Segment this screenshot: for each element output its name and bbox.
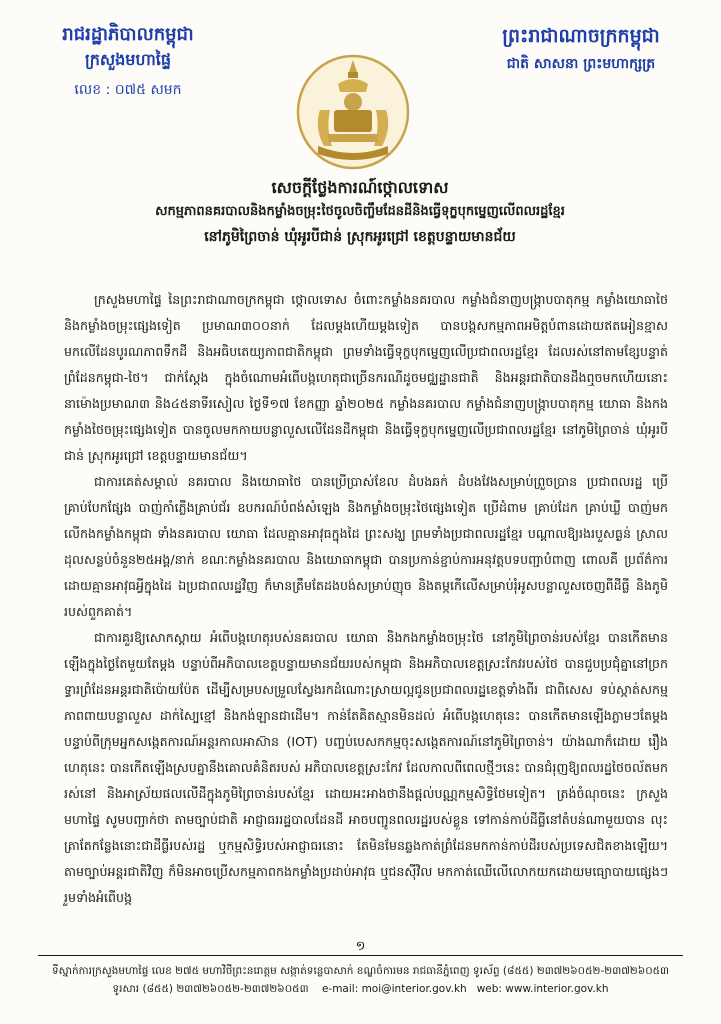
page-number: ១ <box>355 939 366 954</box>
footer-fax: ទូរសារ (៨៥៥) ២៣៧២៦០៥២-២៣៧២៦០៥៣ <box>112 983 309 995</box>
document-location: នៅភូមិព្រៃចាន់ ឃុំអូរបីជាន់ ស្រុកអូរជ្រៅ ខេត្តបន្ទាយមានជ័យ <box>204 229 516 245</box>
royal-emblem-icon <box>294 50 412 170</box>
paragraph: ជាការគួរឱ្យសោកស្តាយ អំពើបង្កហេតុរបស់នគរបាល យោធា និងកងកម្លាំងចម្រុះថៃ នៅភូមិព្រៃចាន់របស់ខ្មែរ បានកើតមានឡើងក្នុងថ្ងៃតែមួយតែម្តង បន្ទាប់ពីអភិបាលខេត្តបន្ទាយមានជ័យរបស់កម្ពុជា និងអភិបាលខេត្តស្រះកែវរបស់ថៃ បានជួបប្រជុំគ្នានៅច្រកទ្វារព្រំដែនអន្តរជាតិប៉ោយប៉ែត ដើម្បីសម្របសម្រួលស្វែងរកដំណោះស្រាយល្អជូនប្រជាពលរដ្ឋខេត្តទាំងពីរ ជាពិសេស ទប់ស្កាត់សកម្មភាពពាយបន្លាលួស ដាក់ស្បៃខ្មៅ និងកង់ឡានជាដើម។ កាន់តែគិតស្មានមិនដល់ អំពើបង្កហេតុនេះ បានកើតមានឡើងភ្លាមៗតែម្តង បន្ទាប់ពីក្រុមអ្នកសង្កេតការណ៍អន្តរកាលអាស៊ាន (IOT) បញ្ចប់បេសកកម្មចុះសង្កេតការណ៍នៅភូមិព្រៃចាន់។ យ៉ាងណាក៏ដោយ រឿងហេតុនេះ បានកើតឡើងស្របគ្នានឹងគោលគំនិតរបស់ អភិបាលខេត្តស្រះកែវ ដែលកាលពីពេលថ្មីៗនេះ បានជំរុញឱ្យពលរដ្ឋថៃចល័តមករស់នៅ និងអាស្រ័យផលលើដីក្នុងភូមិព្រៃចាន់របស់ខ្មែរ ដោយអះអាងថានឹងផ្តល់បណ្ណកម្មសិទ្ធិថែមទៀត។ ត្រង់ចំណុចនេះ ក្រសួងមហាផ្ទៃ សូមបញ្ជាក់ថា តាមច្បាប់ជាតិ អាជ្ញាធររដ្ឋបាលដែនដី អាចបញ្ជូនពលរដ្ឋរបស់ខ្លួន ទៅកាន់កាប់ដីធ្លីនៅតំបន់ណាមួយបាន លុះត្រាតែកន្លែងនោះជាដីធ្លីរបស់រដ្ឋ ឬកម្មសិទ្ធិរបស់អាជ្ញាធរនោះ តែមិនមែនឆ្លងកាត់ព្រំដែនមកកាន់កាប់ដីរបស់ប្រទេសជិតខាងឡើយ។ តាមច្បាប់អន្តរជាតិវិញ ក៏មិនអាចប្រើសកម្មភាពកងកម្លាំងប្រដាប់អាវុធ ឬជនស៊ីវិល មកកាត់ឈើលើលោកយកដោយមធ្យោបាយផ្សេងៗ រួមទាំងអំពើបង្ក <box>64 630 668 905</box>
footer-web-link[interactable]: web: www.interior.gov.kh <box>476 983 609 995</box>
footer-email-link[interactable]: e-mail: moi@interior.gov.kh <box>321 983 467 995</box>
document-title: សេចក្តីថ្លែងការណ៍ថ្កោលទោស <box>271 178 449 197</box>
reference-number: លេខ : ០៧៥ សមក <box>74 82 182 98</box>
kingdom-header <box>481 22 681 76</box>
footer-divider <box>38 955 683 956</box>
document-subtitle: សកម្មភាពនគរបាលនិងកម្លាំងចម្រុះថៃចូលចិញ្ចឹមដែនដីនិងធ្វើទុក្ខបុកម្នេញលើពលរដ្ឋខ្មែរ <box>155 204 565 219</box>
footer-contact <box>22 982 699 997</box>
ministry-name: ក្រសួងមហាផ្ទៃ <box>84 50 171 69</box>
ministry-header <box>28 22 228 100</box>
government-name: រាជរដ្ឋាភិបាលកម្ពុជា <box>62 24 194 45</box>
national-motto: ជាតិ សាសនា ព្រះមហាក្សត្រ <box>506 56 656 72</box>
statement-body <box>64 287 668 911</box>
kingdom-name: ព្រះរាជាណាចក្រកម្ពុជា <box>502 25 660 47</box>
paragraph: ជាការគេត់សម្គាល់ នគរបាល និងយោធាថៃ បានប្រើប្រាស់ខែល ដំបងឆក់ ដំបងវែងសម្រាប់ព្រួចប្រាន ប្រជាពលរដ្ឋ ប្រើគ្រាប់បែកផ្សែង បាញ់កាំភ្លើងគ្រាប់ជ័រ ឧបករណ៍បំពង់សំឡេង និងកម្លាំងចម្រុះថៃផ្សេងទៀត ប្រើដំពាម គ្រាប់ដែក គ្រាប់ឃ្លី បាញ់មកលើកងកម្លាំងកម្ពុជា ទាំងនគរបាល យោធា ដែលគ្មានអាវុធក្នុងដៃ ព្រះសង្ឃ ព្រមទាំងប្រជាពលរដ្ឋខ្មែរ បណ្តាលឱ្យរងរបួសធ្ងន់ ស្រាល ដុលសន្លប់ចំនួន២៥អង្គ/នាក់ ខណៈកម្លាំងនគរបាល និងយោធាកម្ពុជា បានប្រកាន់ខ្ជាប់ការអនុវត្តបទបញ្ជាបំពាញ ពោលគឺ ប្រព័ត៌ការដោយគ្មានអាវុធអ្វីក្នុងដៃ ឯប្រជាពលរដ្ឋវិញ ក៏មានត្រឹមតែដងបង់សម្រាប់ញុច និងតម្កកើលើសម្រាប់រុំអូសបន្លាលួសចេញពីដីធ្លី និងភូមិរបស់ពួកគាត់។ <box>64 474 668 619</box>
footer-address: ទីស្នាក់ការក្រសួងមហាផ្ទៃ លេខ ២៧៥ មហាវិថីព្រះនរោត្តម សង្កាត់ទន្លេបាសាក់ ខណ្ឌចំការមន រាជធានីភ្នំពេញ ទូរស័ព្ទ (៨៥៥) ២៣៧២៦០៥២-២៣៧២៦០៥៣ <box>51 965 670 977</box>
paragraph: ក្រសួងមហាផ្ទៃ នៃព្រះរាជាណាចក្រកម្ពុជា ថ្កោលទោស ចំពោះកម្លាំងនគរបាល កម្លាំងជំនាញបង្ក្រាបបាតុកម្ម កម្លាំងយោធាថៃ និងកម្លាំងចម្រុះផ្សេងទៀត ប្រមាណ៣០០នាក់ ដែលម្តងហើយម្តងទៀត បានបង្កសកម្មភាពអមិត្តបំពានដោយឥតអៀនខ្មាស មកលើដែនបូរណភាពទឹកដី និងអធិបតេយ្យភាពជាតិកម្ពុជា ព្រមទាំងធ្វើទុក្ខបុកម្នេញលើប្រជាពលរដ្ឋខ្មែរ ដែលរស់នៅតាមខ្សែបន្ទាត់ព្រំដែនកម្ពុជា-ថៃ។ ជាក់ស្តែង ក្នុងចំណោមអំពើបង្កហេតុជាច្រើនករណីដូចមជ្ឈដ្ឋានជាតិ និងអន្តរជាតិបានដឹងឮចមកហើយនោះ នាម៉ោងប្រមាណ៣ និង៤៥នាទីរសៀល ថ្ងៃទី១៧ ខែកញ្ញា ឆ្នាំ២០២៥ កម្លាំងនគរបាល កម្លាំងជំនាញបង្ក្រាបបាតុកម្ម យោធា និងកងកម្លាំងថៃចម្រុះផ្សេងទៀត បានចូលមកកាយបន្លាលួសលើដែនដីកម្ពុជា និងធ្វើទុក្ខបុកម្នេញលើប្រជាពលរដ្ឋខ្មែរ នៅភូមិព្រៃចាន់ ឃុំអូរបីជាន់ ស្រុកអូរជ្រៅ ខេត្តបន្ទាយមានជ័យ។ <box>64 292 668 463</box>
